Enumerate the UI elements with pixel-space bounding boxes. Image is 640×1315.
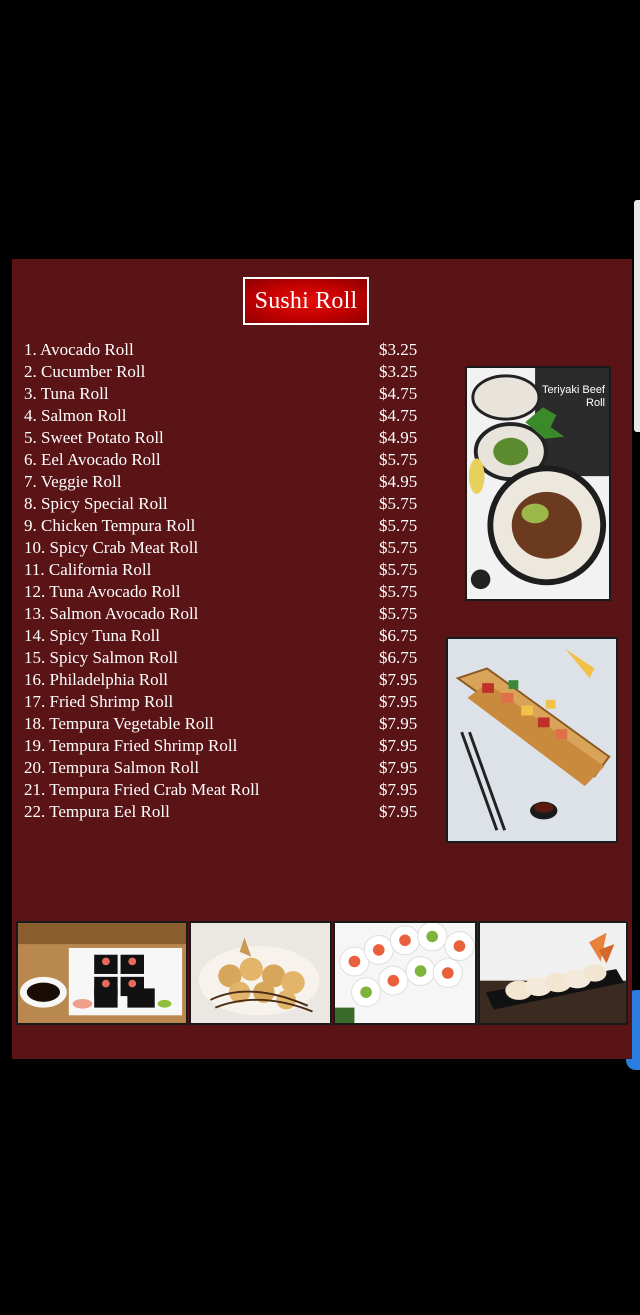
menu-item-price: $5.75 xyxy=(379,516,418,535)
shrimp-tempura-illustration xyxy=(480,923,626,1023)
menu-item-price: $7.95 xyxy=(379,758,418,777)
menu-item-name: 13. Salmon Avocado Roll xyxy=(24,604,199,623)
menu-item-name: 10. Spicy Crab Meat Roll xyxy=(24,538,199,557)
menu-item-name: 20. Tempura Salmon Roll xyxy=(24,758,200,777)
sushi-boat-photo xyxy=(446,637,618,843)
teriyaki-caption-line-1: Teriyaki Beef xyxy=(542,384,605,396)
menu-item xyxy=(24,713,424,735)
menu-item xyxy=(24,471,424,493)
menu-list xyxy=(24,339,424,823)
menu-item xyxy=(24,691,424,713)
menu-item-name: 9. Chicken Tempura Roll xyxy=(24,516,196,535)
menu-item-name: 21. Tempura Fried Crab Meat Roll xyxy=(24,780,260,799)
shrimp-tempura-roll-photo xyxy=(478,921,628,1025)
menu-item-price: $5.75 xyxy=(379,494,418,513)
menu-item-price: $4.95 xyxy=(379,428,418,447)
menu-item-name: 4. Salmon Roll xyxy=(24,406,127,425)
menu-item-price: $5.75 xyxy=(379,450,418,469)
menu-item-name: 3. Tuna Roll xyxy=(24,384,109,403)
menu-item-price: $6.75 xyxy=(379,626,418,645)
menu-item xyxy=(24,449,424,471)
menu-item xyxy=(24,427,424,449)
tempura-roll-plate-photo xyxy=(189,921,332,1025)
teriyaki-beef-roll-photo xyxy=(465,366,611,601)
teriyaki-photo-caption xyxy=(525,384,605,410)
menu-item-price: $5.75 xyxy=(379,604,418,623)
maki-platter-illustration xyxy=(18,923,186,1023)
sushi-boat-illustration xyxy=(448,639,616,841)
menu-item xyxy=(24,559,424,581)
menu-item-price: $7.95 xyxy=(379,780,418,799)
menu-item-price: $3.25 xyxy=(379,340,418,359)
menu-item xyxy=(24,361,424,383)
sushi-menu-panel xyxy=(12,259,632,1059)
menu-item xyxy=(24,405,424,427)
menu-item xyxy=(24,669,424,691)
menu-item xyxy=(24,339,424,361)
menu-item-price: $4.75 xyxy=(379,384,418,403)
menu-item xyxy=(24,581,424,603)
menu-item-name: 12. Tuna Avocado Roll xyxy=(24,582,181,601)
california-roll-illustration xyxy=(335,923,475,1023)
teriyaki-caption-line-2: Roll xyxy=(586,397,605,409)
menu-item xyxy=(24,801,424,823)
menu-item-name: 19. Tempura Fried Shrimp Roll xyxy=(24,736,238,755)
menu-item-name: 16. Philadelphia Roll xyxy=(24,670,169,689)
menu-item-price: $4.75 xyxy=(379,406,418,425)
menu-item-name: 6. Eel Avocado Roll xyxy=(24,450,161,469)
menu-item xyxy=(24,779,424,801)
menu-item-name: 18. Tempura Vegetable Roll xyxy=(24,714,214,733)
menu-item xyxy=(24,493,424,515)
menu-item xyxy=(24,647,424,669)
menu-item xyxy=(24,735,424,757)
menu-item-price: $5.75 xyxy=(379,538,418,557)
menu-item-price: $7.95 xyxy=(379,736,418,755)
menu-item xyxy=(24,603,424,625)
menu-item xyxy=(24,757,424,779)
menu-item-name: 2. Cucumber Roll xyxy=(24,362,146,381)
menu-item-price: $5.75 xyxy=(379,560,418,579)
menu-item-name: 14. Spicy Tuna Roll xyxy=(24,626,161,645)
menu-item xyxy=(24,515,424,537)
menu-item-name: 8. Spicy Special Roll xyxy=(24,494,168,513)
menu-item-name: 5. Sweet Potato Roll xyxy=(24,428,164,447)
menu-item xyxy=(24,625,424,647)
menu-item-price: $7.95 xyxy=(379,714,418,733)
menu-item-name: 11. California Roll xyxy=(24,560,152,579)
menu-item-name: 22. Tempura Eel Roll xyxy=(24,802,170,821)
menu-item-price: $7.95 xyxy=(379,670,418,689)
menu-item xyxy=(24,537,424,559)
california-roll-photo xyxy=(333,921,477,1025)
menu-item-price: $6.75 xyxy=(379,648,418,667)
menu-title: Sushi Roll xyxy=(243,277,369,325)
menu-item-price: $3.25 xyxy=(379,362,418,381)
menu-item-price: $7.95 xyxy=(379,692,418,711)
menu-item-name: 17. Fried Shrimp Roll xyxy=(24,692,174,711)
scrollbar-handle[interactable] xyxy=(634,200,640,432)
menu-item-price: $7.95 xyxy=(379,802,418,821)
maki-platter-photo xyxy=(16,921,188,1025)
menu-item xyxy=(24,383,424,405)
menu-item-name: 7. Veggie Roll xyxy=(24,472,122,491)
menu-item-price: $4.95 xyxy=(379,472,418,491)
tempura-roll-illustration xyxy=(191,923,330,1023)
menu-item-price: $5.75 xyxy=(379,582,418,601)
menu-item-name: 1. Avocado Roll xyxy=(24,340,134,359)
menu-item-name: 15. Spicy Salmon Roll xyxy=(24,648,178,667)
